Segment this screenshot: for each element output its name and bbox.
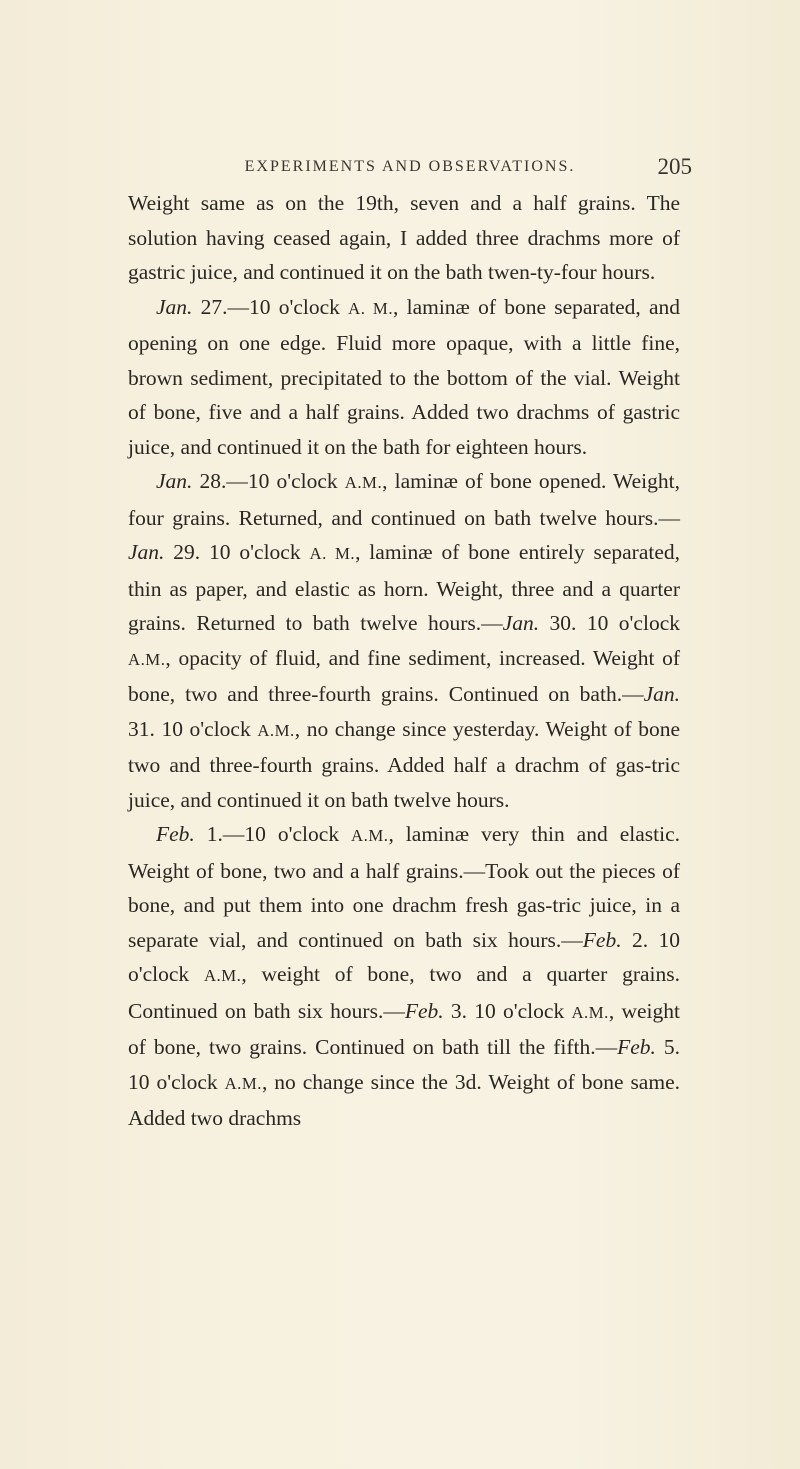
text-run: 2. 10 o'clock: [128, 927, 680, 986]
entry-date: Jan.: [502, 611, 540, 635]
paragraph: [128, 290, 680, 465]
paragraph: [128, 186, 680, 290]
entry-date: Feb.: [156, 822, 195, 846]
page-number: 205: [657, 154, 692, 179]
text-run: , laminæ of bone opened. Weight, four grains. Returned, and continued on bath twelve hours.—: [128, 469, 680, 530]
time-marker: A. M.: [309, 544, 356, 563]
text-run: 31. 10 o'clock: [128, 716, 258, 741]
text-run: 29. 10 o'clock: [164, 540, 310, 564]
text-run: , laminæ of bone entirely separated, thin as paper, and elastic as horn. Weight, three and a quarter grains. Returned to bath twelve hours.—: [128, 540, 681, 635]
time-marker: A.M.: [344, 473, 383, 492]
time-marker: A. M.: [348, 298, 394, 318]
text-run: 27.—10 o'clock: [192, 294, 349, 319]
entry-date: Feb.: [404, 998, 444, 1023]
entry-date: Jan.: [156, 294, 193, 319]
text-run: 28.—10 o'clock: [192, 469, 345, 493]
time-marker: A.M.: [571, 1002, 609, 1022]
entry-date: Jan.: [643, 682, 680, 706]
running-head: [140, 154, 692, 188]
text-run: 1.—10 o'clock: [194, 822, 352, 846]
entry-date: Feb.: [582, 927, 622, 952]
entry-date: Jan.: [156, 469, 193, 493]
text-run: , no change since the 3d. Weight of bone same. Added two drachms: [128, 1069, 680, 1130]
entry-date: Jan.: [128, 540, 165, 564]
body-text: [128, 186, 680, 1136]
time-marker: A.M.: [224, 1073, 262, 1093]
text-run: , weight of bone, two grains. Continued on bath till the fifth.—: [128, 998, 680, 1059]
time-marker: A.M.: [257, 720, 295, 740]
paragraph: [128, 464, 680, 817]
paragraph: [128, 817, 680, 1136]
text-run: 3. 10 o'clock: [443, 998, 572, 1023]
text-run: , laminæ of bone separated, and opening on one edge. Fluid more opaque, with a little fine, brown sediment, precipitated to the bottom of the vial. Weight of bone, five and a half grains. Added two drachms of gastric juice, and continued it on the bath for eighteen hours.: [128, 294, 680, 459]
time-marker: A.M.: [128, 649, 166, 669]
text-run: , laminæ very thin and elastic. Weight of bone, two and a half grains.—Took out the pieces of bone, and put them into one drachm fresh gas-tric juice, in a separate vial, and continued on bath six hours.—: [128, 822, 680, 952]
text-run: , weight of bone, two and a quarter grains. Continued on bath six hours.—: [128, 962, 681, 1023]
text-run: , opacity of fluid, and fine sediment, increased. Weight of bone, two and three-fourth grains. Continued on bath.—: [128, 645, 680, 706]
running-title: EXPERIMENTS AND OBSERVATIONS.: [244, 158, 576, 175]
time-marker: A.M.: [203, 966, 242, 985]
entry-date: Feb.: [617, 1035, 656, 1059]
text-run: 5. 10 o'clock: [128, 1035, 680, 1094]
text-run: , no change since yesterday. Weight of bone two and three-fourth grains. Added half a drachm of gas-tric juice, and continued it on bath twelve hours.: [128, 716, 680, 812]
time-marker: A.M.: [351, 826, 389, 845]
text-run: 30. 10 o'clock: [539, 611, 680, 635]
text-run: Weight same as on the 19th, seven and a half grains. The solution having ceased again, I added three drachms more of gastric juice, and continued it on the bath twen-ty-four hours.: [128, 191, 680, 284]
